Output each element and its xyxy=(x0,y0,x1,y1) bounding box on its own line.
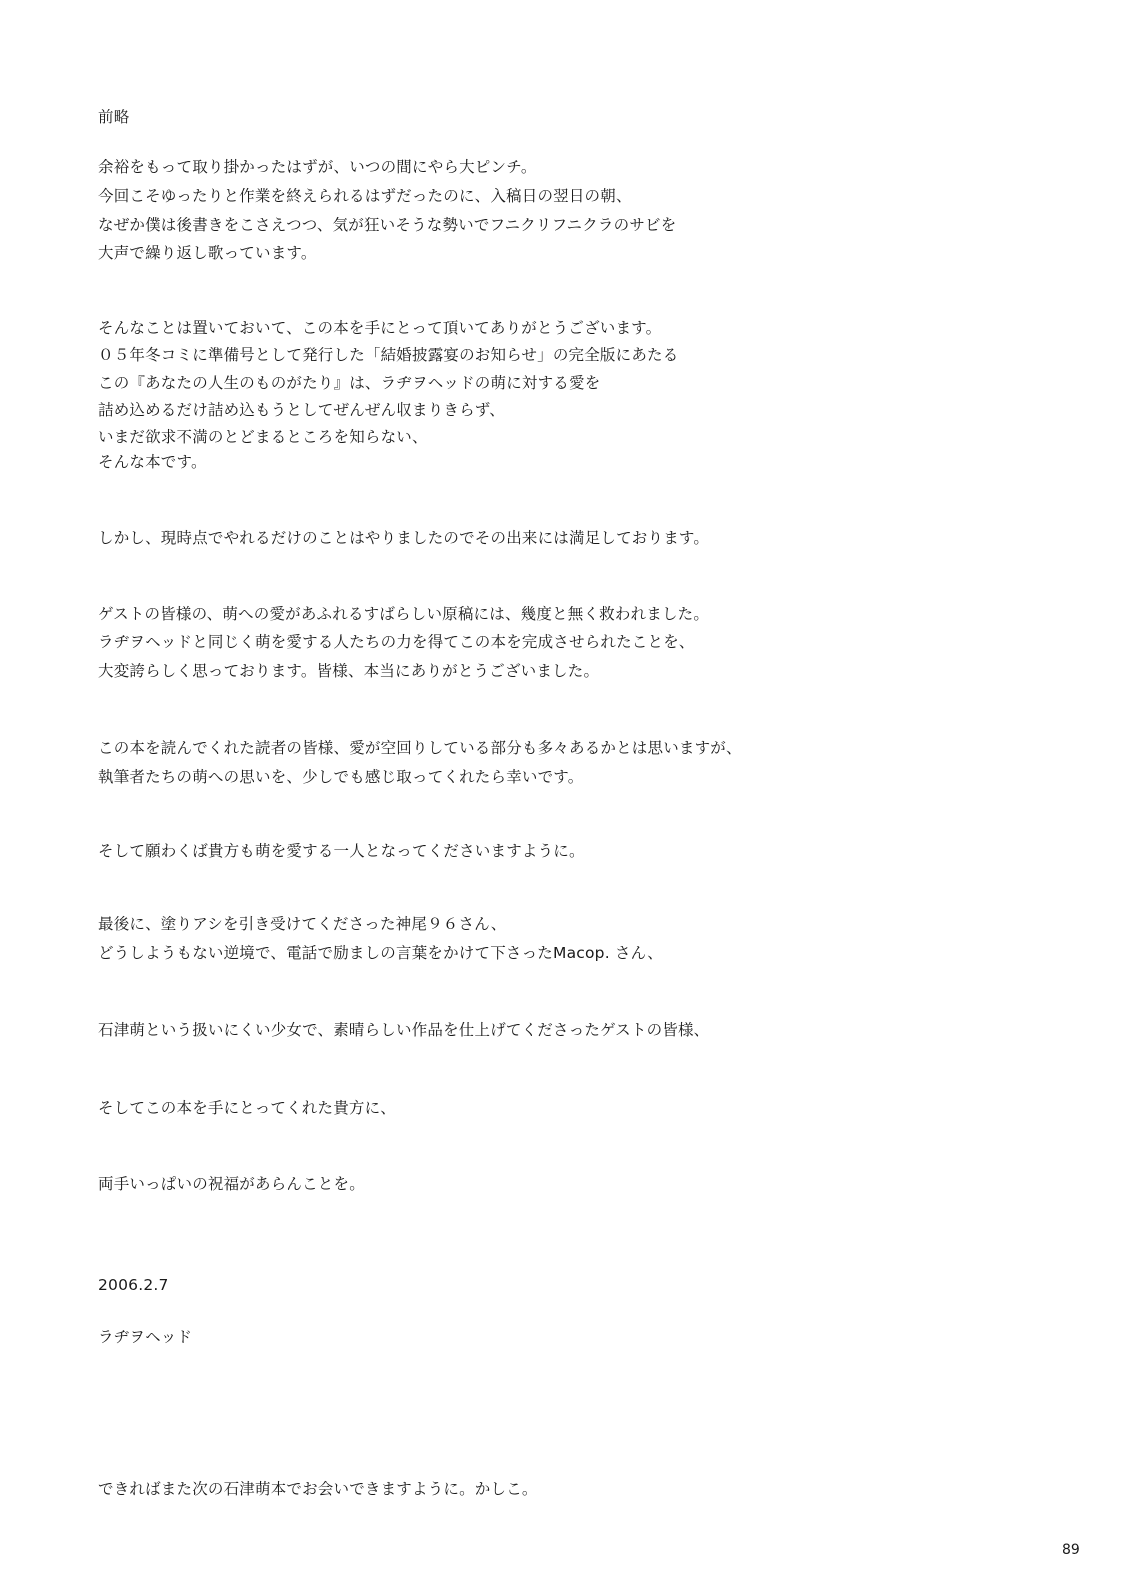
paragraph-2-line-4: 詰め込めるだけ詰め込もうとしてぜんぜん収まりきらず、 xyxy=(98,401,505,419)
paragraph-4-line-1: ゲストの皆様の、萌への愛があふれるすばらしい原稿には、幾度と無く救われました。 xyxy=(98,605,710,623)
paragraph-6-line-1: そして願わくば貴方も萌を愛する一人となってくださいますように。 xyxy=(98,842,585,860)
paragraph-10-line-1: 両手いっぱいの祝福があらんことを。 xyxy=(98,1175,365,1193)
paragraph-7-line-2: どうしようもない逆境で、電話で励ましの言葉をかけて下さったMacop. さん、 xyxy=(98,944,663,962)
paragraph-2-line-6: そんな本です。 xyxy=(98,453,207,471)
paragraph-2-line-2: ０５年冬コミに準備号として発行した「結婚披露宴のお知らせ」の完全版にあたる xyxy=(98,346,679,364)
paragraph-1-line-3: なぜか僕は後書きをこさえつつ、気が狂いそうな勢いでフニクリフニクラのサビを xyxy=(98,216,677,234)
paragraph-8-line-1: 石津萌という扱いにくい少女で、素晴らしい作品を仕上げてくださったゲストの皆様、 xyxy=(98,1021,710,1039)
paragraph-5-line-1: この本を読んでくれた読者の皆様、愛が空回りしている部分も多々あるかとは思いますが、 xyxy=(98,739,742,757)
paragraph-1-line-2: 今回こそゆったりと作業を終えられるはずだったのに、入稿日の翌日の朝、 xyxy=(98,187,632,205)
paragraph-4-line-3: 大変誇らしく思っております。皆様、本当にありがとうございました。 xyxy=(98,662,600,680)
paragraph-2-line-3: この『あなたの人生のものがたり』は、ラヂヲヘッドの萌に対する愛を xyxy=(98,374,601,392)
paragraph-7-line-1: 最後に、塗りアシを引き受けてくださった神尾９６さん、 xyxy=(98,915,507,933)
paragraph-4-line-2: ラヂヲヘッドと同じく萌を愛する人たちの力を得てこの本を完成させられたことを、 xyxy=(98,633,695,651)
closing-line: できればまた次の石津萌本でお会いできますように。かしこ。 xyxy=(98,1480,538,1498)
paragraph-2-line-1: そんなことは置いておいて、この本を手にとって頂いてありがとうございます。 xyxy=(98,319,662,337)
signature: ラヂヲヘッド xyxy=(98,1328,193,1346)
paragraph-1-line-4: 大声で繰り返し歌っています。 xyxy=(98,244,317,262)
date: 2006.2.7 xyxy=(98,1276,169,1294)
page-number: 89 xyxy=(1062,1542,1080,1558)
paragraph-3-line-1: しかし、現時点でやれるだけのことはやりましたのでその出来には満足しております。 xyxy=(98,529,710,547)
salutation: 前略 xyxy=(98,108,130,126)
paragraph-5-line-2: 執筆者たちの萌への思いを、少しでも感じ取ってくれたら幸いです。 xyxy=(98,768,584,786)
paragraph-1-line-1: 余裕をもって取り掛かったはずが、いつの間にやら大ピンチ。 xyxy=(98,158,537,176)
paragraph-2-line-5: いまだ欲求不満のとどまるところを知らない、 xyxy=(98,428,428,446)
paragraph-9-line-1: そしてこの本を手にとってくれた貴方に、 xyxy=(98,1099,396,1117)
